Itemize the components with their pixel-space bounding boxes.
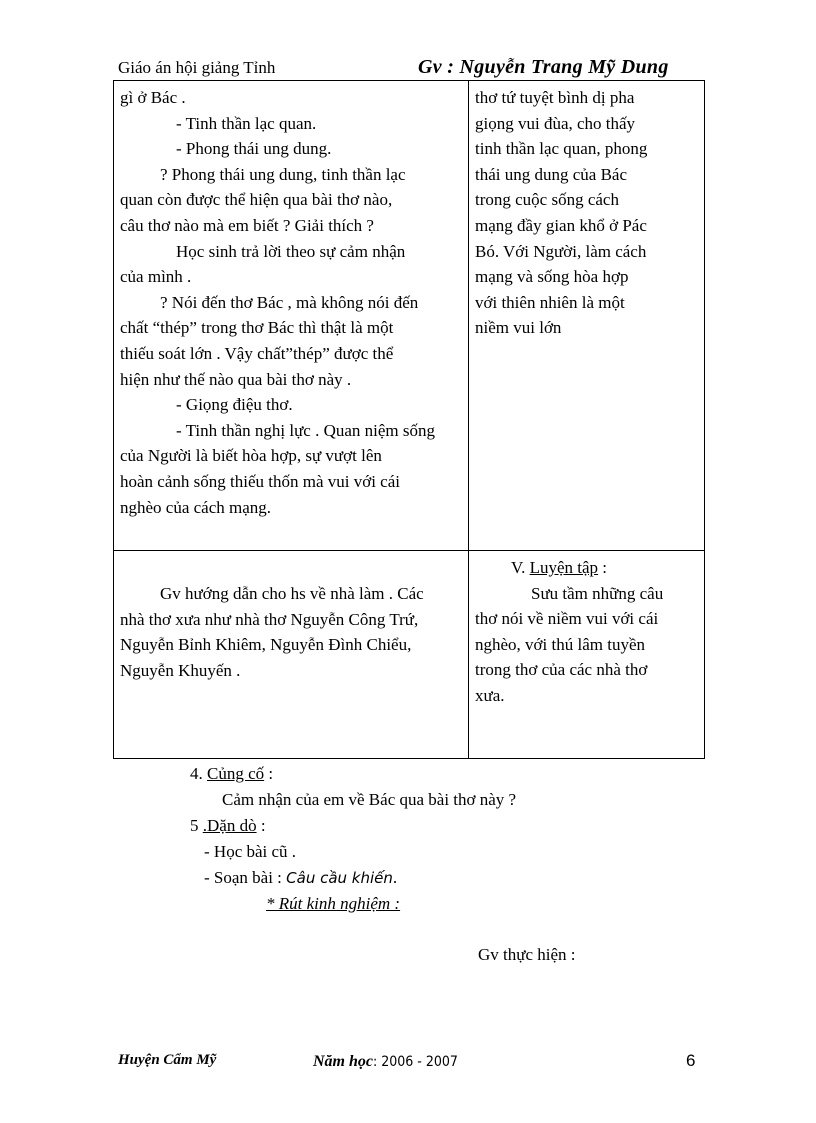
text-line: trong cuộc sống cách <box>475 190 619 210</box>
lesson-table <box>113 80 705 759</box>
page-number: 6 <box>686 1051 696 1070</box>
text-line: tinh thần lạc quan, phong <box>475 139 648 159</box>
text-line: - Tinh thần nghị lực . Quan niệm sống <box>176 420 436 440</box>
dan-do-colon: : <box>260 816 266 835</box>
text-line: ? Phong thái ung dung, tinh thần lạc <box>160 164 406 184</box>
hoc-bai-line: - Học bài cũ . <box>204 842 297 861</box>
text-line: gì ở Bác . <box>120 88 186 107</box>
text-line: - Phong thái ung dung. <box>176 139 332 159</box>
dan-do-label: .Dặn dò <box>202 816 257 835</box>
footer-district: Huyện Cẩm Mỹ <box>118 1052 217 1068</box>
soan-bai-line <box>204 865 397 891</box>
cung-co-number: 4. <box>190 764 203 783</box>
text-line: Bó. Với Người, làm cách <box>475 241 647 261</box>
text-line: Nguyễn Khuyến . <box>120 660 241 680</box>
text-line: ? Nói đến thơ Bác , mà không nói đến <box>160 292 419 312</box>
heading-colon: : <box>602 558 608 577</box>
cung-co-heading <box>190 761 273 787</box>
soan-bai-end: . <box>392 868 398 887</box>
text-line: - Giọng điệu thơ. <box>176 395 293 415</box>
text-line: quan còn được thể hiện qua bài thơ nào, <box>120 190 393 210</box>
dan-do-number: 5 <box>190 816 199 835</box>
heading-number: V. <box>511 558 526 577</box>
text-line: mạng đầy gian khổ ở Pác <box>475 215 647 235</box>
table-row <box>114 551 705 759</box>
text-line: Nguyễn Bỉnh Khiêm, Nguyễn Đình Chiểu, <box>120 635 412 655</box>
text-line: hoàn cảnh sống thiếu thốn mà vui với cái <box>120 471 400 491</box>
text-line: câu thơ nào mà em biết ? Giải thích ? <box>120 215 374 235</box>
text-line: nhà thơ xưa như nhà thơ Nguyễn Công Trứ, <box>120 609 419 629</box>
text-line: của mình . <box>120 267 192 287</box>
heading-label: Luyện tập <box>529 558 599 577</box>
header-author: Gv : Nguyễn Trang Mỹ Dung <box>418 56 669 78</box>
rut-kinh-nghiem: * Rút kinh nghiệm : <box>266 894 401 913</box>
text-line: thái ung dung của Bác <box>475 164 628 184</box>
text-line: hiện như thế nào qua bài thơ này . <box>120 369 352 389</box>
text-line: Gv hướng dẫn cho hs về nhà làm . Các <box>160 584 424 603</box>
text-line: niềm vui lớn <box>475 318 562 338</box>
text-line: của Người là biết hòa hợp, sự vượt lên <box>120 446 382 466</box>
text-line: nghèo của cách mạng. <box>120 497 272 517</box>
soan-bai-prefix: - Soạn bài : <box>204 868 282 887</box>
text-line: Sưu tầm những câu <box>531 583 664 603</box>
cung-co-text: Cảm nhận của em về Bác qua bài thơ này ? <box>222 790 517 809</box>
text-line: nghèo, với thú lâm tuyền <box>475 634 645 654</box>
footer-year-value: : 2006 - 2007 <box>373 1054 458 1070</box>
text-line: Học sinh trả lời theo sự cảm nhận <box>176 241 406 261</box>
dan-do-heading <box>190 813 266 839</box>
text-line: - Tinh thần lạc quan. <box>176 113 317 133</box>
cung-co-label: Củng cố <box>207 764 265 783</box>
text-line: giọng vui đùa, cho thấy <box>475 113 636 133</box>
row1-left-cell <box>114 81 469 551</box>
header-left: Giáo án hội giảng Tỉnh <box>118 58 276 77</box>
row2-right-cell <box>469 551 705 759</box>
text-line: với thiên nhiên là một <box>475 292 625 312</box>
text-line: chất “thép” trong thơ Bác thì thật là một <box>120 318 394 338</box>
table-row <box>114 81 705 551</box>
text-line: mạng và sống hòa hợp <box>475 267 629 287</box>
footer-year-label: Năm học <box>313 1053 373 1070</box>
soan-bai-title: Câu cầu khiến <box>286 869 393 887</box>
luyen-tap-heading <box>475 555 698 581</box>
row1-right-cell <box>469 81 705 551</box>
cung-co-colon: : <box>268 764 274 783</box>
text-line: thơ nói về niềm vui với cái <box>475 609 659 629</box>
footer-school-year <box>313 1053 458 1071</box>
text-line: thơ tứ tuyệt bình dị pha <box>475 88 635 107</box>
text-line: trong thơ của các nhà thơ <box>475 660 648 680</box>
text-line: xưa. <box>475 685 505 705</box>
row2-left-cell <box>114 551 469 759</box>
text-line: thiếu soát lớn . Vậy chất”thép” được thể <box>120 343 394 363</box>
gv-thuc-hien: Gv thực hiện : <box>478 945 576 964</box>
